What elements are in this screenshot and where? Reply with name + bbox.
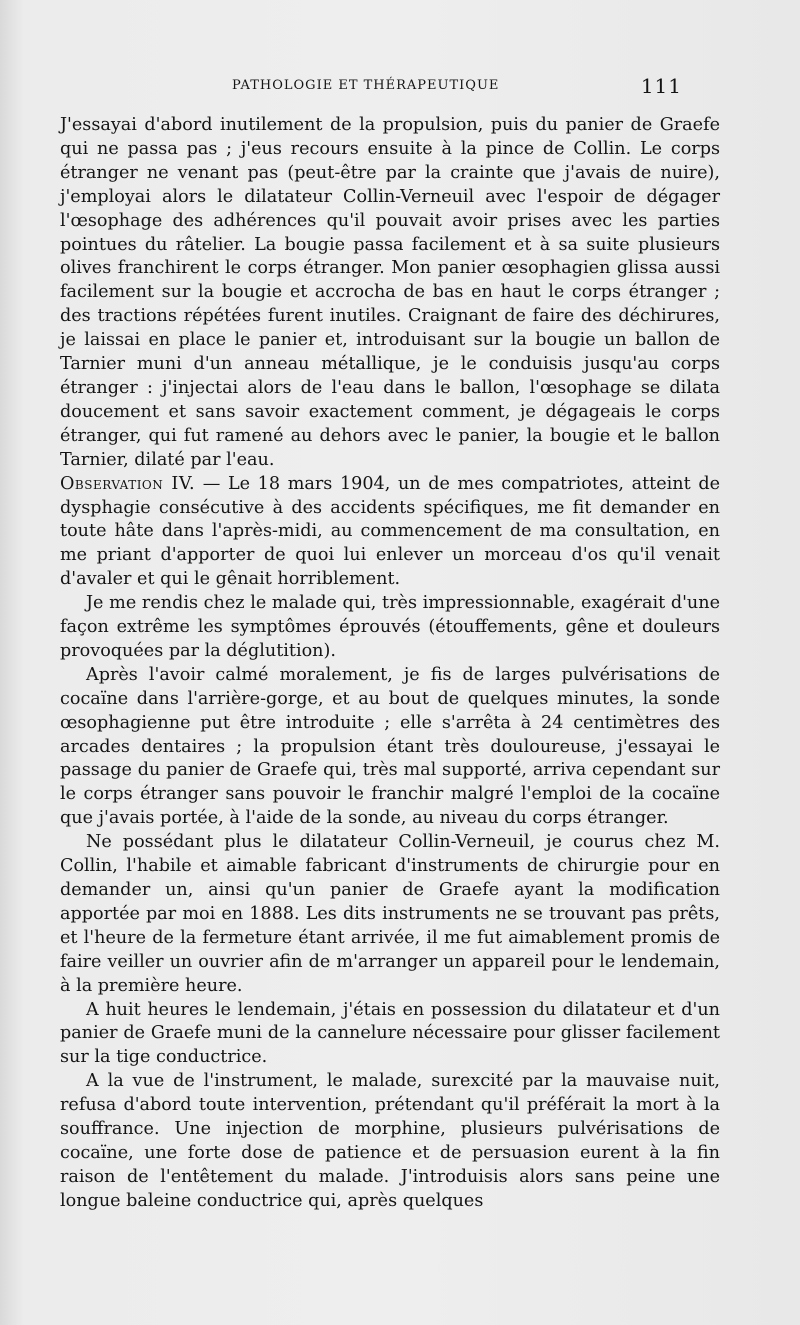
running-head <box>60 76 682 100</box>
running-head-title: PATHOLOGIE ET THÉRAPEUTIQUE <box>232 78 500 93</box>
paragraph: A la vue de l'instrument, le malade, surexcité par la mauvaise nuit, refusa d'abord toute intervention, prétendant qu'il préférait la mort à la souffrance. Une injection de morphine, plusieurs pulvérisations de cocaïne, une forte dose de patience et de persuasion eurent à la fin raison de l'entêtement du malade. J'introduisis alors sans peine une longue baleine conductrice qui, après quelques <box>60 1071 720 1211</box>
body-text <box>60 114 720 1214</box>
paragraph: Après l'avoir calmé moralement, je fis de larges pulvérisations de cocaïne dans l'arrière-gorge, et au bout de quelques minutes, la sonde œsophagienne put être introduite ; elle s'arrêta à 24 centimètres des arcades dentaires ; la propulsion étant très douloureuse, j'essayai le passage du panier de Graefe qui, très mal supporté, arriva cependant sur le corps étranger sans pouvoir le franchir malgré l'emploi de la cocaïne que j'avais portée, à l'aide de la sonde, au niveau du corps étranger. <box>60 664 720 829</box>
observation-paragraph <box>60 473 720 593</box>
observation-label: Observation IV. <box>60 473 196 494</box>
paragraph: Ne possédant plus le dilatateur Collin-Verneuil, je courus chez M. Collin, l'habile et aimable fabricant d'instruments de chirurgie pour en demander un, ainsi qu'un panier de Graefe ayant la modification apportée par moi en 1888. Les dits instruments ne se trouvant pas prêts, et l'heure de la fermeture étant arrivée, il me fut aimablement promis de faire veiller un ouvrier afin de m'arranger un appareil pour le lendemain, à la première heure. <box>60 832 720 996</box>
paragraph: Je me rendis chez le malade qui, très impressionnable, exagérait d'une façon extrême les symptômes éprouvés (étouffements, gêne et douleurs provoquées par la déglutition). <box>60 593 720 661</box>
paragraph: J'essayai d'abord inutilement de la propulsion, puis du panier de Graefe qui ne passa pas ; j'eus recours ensuite à la pince de Collin. Le corps étranger ne venant pas (peut-être par la crainte que j'avais de nuire), j'employai alors le dilatateur Collin-Verneuil avec l'espoir de dégager l'œsophage des adhérences qu'il pouvait avoir prises avec les parties pointues du râtelier. La bougie passa facilement et à sa suite plusieurs olives franchirent le corps étranger. Mon panier œsophagien glissa aussi facilement sur la bougie et accrocha de bas en haut le corps étranger ; des tractions répétées furent inutiles. Craignant de faire des déchirures, je laissai en place le panier et, introduisant sur la bougie un ballon de Tarnier muni d'un anneau métallique, je le conduisis jusqu'au corps étranger : j'injectai alors de l'eau dans le ballon, l'œsophage se dilata doucement et sans savoir exactement comment, je dégageais le corps étranger, qui fut ramené au dehors avec le panier, la bougie et le ballon Tarnier, dilaté par l'eau. <box>60 115 720 470</box>
paragraph: A huit heures le lendemain, j'étais en possession du dilatateur et d'un panier de Graefe muni de la cannelure nécessaire pour glisser facilement sur la tige conductrice. <box>60 999 720 1068</box>
observation-text: — Le 18 mars 1904, un de mes compatriotes, atteint de dysphagie consécutive à des accidents spécifiques, me fit demander en toute hâte dans l'après-midi, au commencement de ma consultation, en me priant d'apporter de quoi lui enlever un morceau d'os qu'il venait d'avaler et qui le gênait horriblement. <box>60 473 720 590</box>
page-number: 111 <box>640 74 682 98</box>
